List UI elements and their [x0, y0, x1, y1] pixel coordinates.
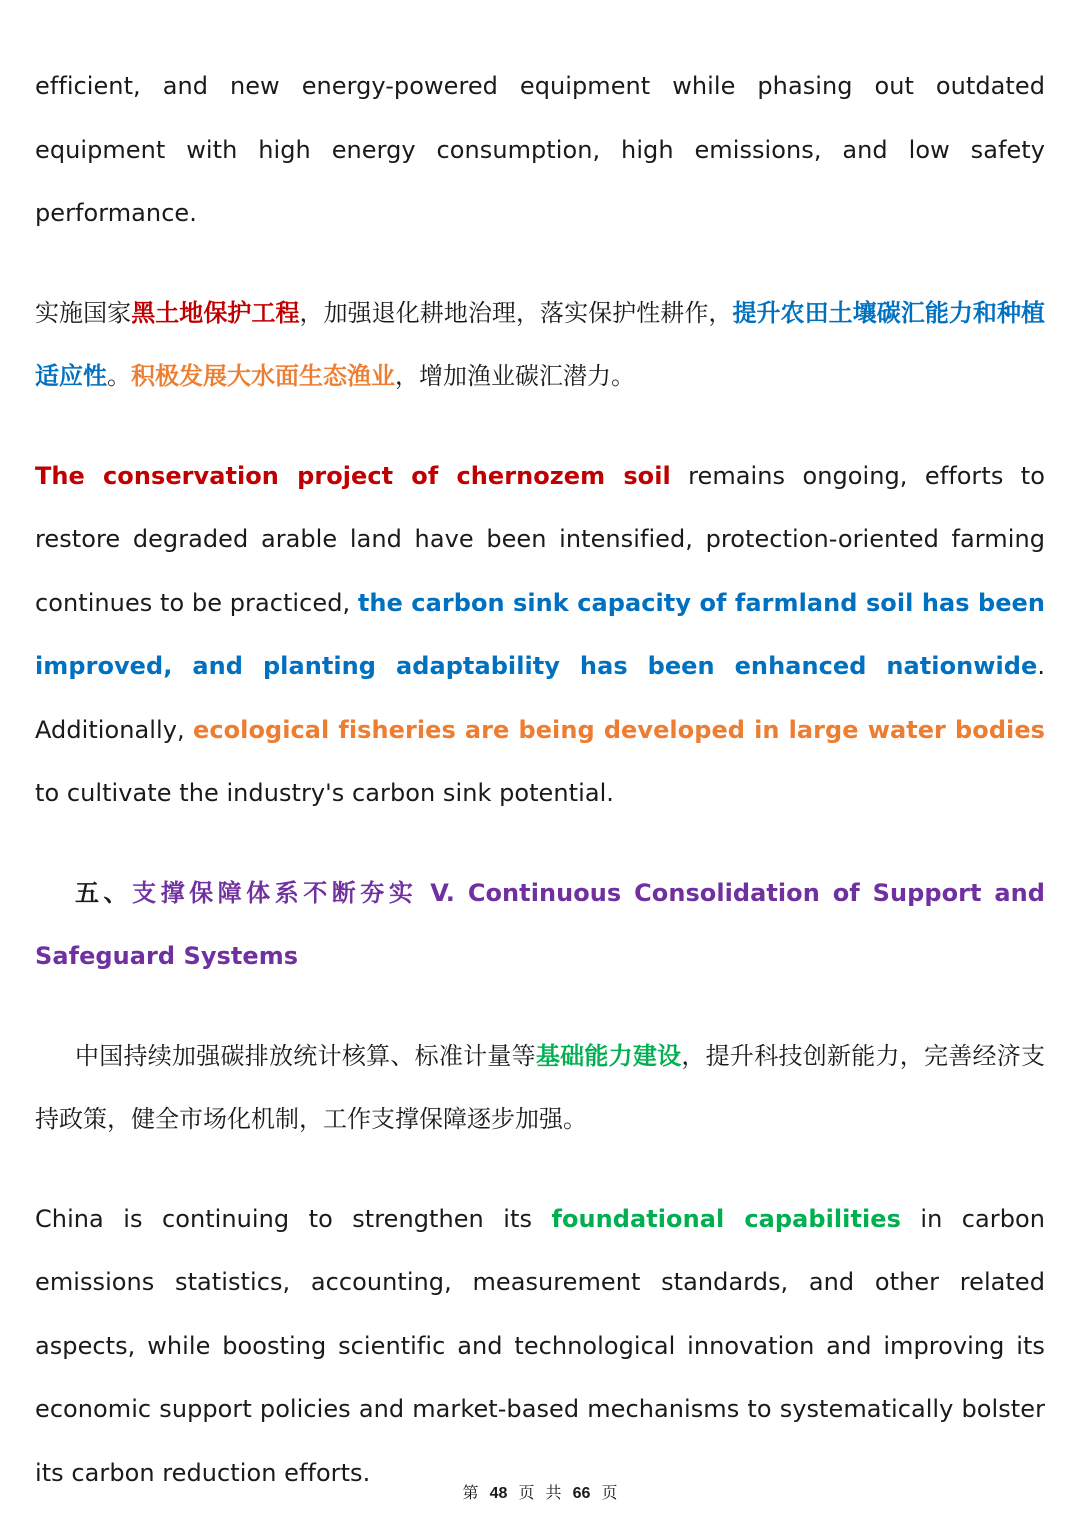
paragraph-farmland-zh [35, 282, 1045, 409]
paragraph-text: efficient, and new energy-powered equipment while phasing out outdated equipment with high energy consumption, high emissions, and low safety performance. [35, 72, 1045, 227]
footer-page-number: 48 [489, 1485, 508, 1502]
heading-title-zh: 支撑保障体系不断夯实 [132, 878, 418, 907]
highlight-chernozem-project: The conservation project of chernozem soil [35, 461, 671, 490]
page-footer [0, 1480, 1080, 1503]
paragraph-gap [35, 409, 1045, 445]
footer-middle: 页 共 [518, 1483, 562, 1502]
paragraph-text: ，增加渔业碳汇潜力。 [395, 362, 635, 390]
paragraph-farmland-en [35, 445, 1045, 826]
paragraph-text: China is continuing to strengthen its [35, 1204, 552, 1233]
paragraph-text: in carbon emissions statistics, accounting, measurement standards, and other related aspects, while boosting scientific and technological innovation and improving its economic support policies and market-based mechanisms to systematically bolster its carbon reduction efforts. [35, 1204, 1045, 1487]
paragraph-gap [35, 826, 1045, 862]
highlight-foundational-capabilities: foundational capabilities [551, 1204, 901, 1233]
highlight-basic-capacity: 基础能力建设 [535, 1041, 682, 1070]
heading-space [417, 879, 430, 907]
heading-title-en: V. Continuous Consolidation of Support and Safeguard Systems [35, 878, 1046, 970]
paragraph-support-en [35, 1188, 1045, 1506]
highlight-soil-carbon-sink: 提升农田土壤碳汇能力和种植适应性 [35, 298, 1046, 390]
highlight-ecological-fisheries: 积极发展大水面生态渔业 [131, 362, 395, 390]
footer-suffix: 页 [601, 1483, 618, 1502]
paragraph-text: 中国持续加强碳排放统计核算、标准计量等 [75, 1041, 536, 1070]
paragraph-text: 实施国家 [35, 298, 132, 327]
paragraph-gap [35, 989, 1045, 1025]
footer-total-pages: 66 [572, 1485, 591, 1502]
heading-number: 五、 [75, 878, 133, 907]
paragraph-support-zh [35, 1025, 1045, 1152]
paragraph-text: remains ongoing, efforts to restore degraded arable land have been intensified, protection-oriented farming continues to be practiced, [35, 461, 1045, 617]
highlight-carbon-sink-capacity: the carbon sink capacity of farmland soil has been improved, and planting adaptability has been enhanced nationwide [35, 588, 1045, 680]
section-heading [35, 862, 1045, 989]
highlight-black-soil-project: 黑土地保护工程 [131, 298, 300, 327]
paragraph-gap [35, 246, 1045, 282]
paragraph-equipment-en [35, 55, 1045, 246]
footer-prefix: 第 [462, 1483, 479, 1502]
paragraph-text: ，提升科技创新能力，完善经济支持政策，健全市场化机制，工作支撑保障逐步加强。 [35, 1041, 1046, 1133]
paragraph-text: ，加强退化耕地治理，落实保护性耕作， [299, 298, 733, 327]
paragraph-gap [35, 1152, 1045, 1188]
highlight-ecological-fisheries-en: ecological fisheries are being developed in large water bodies [193, 715, 1045, 744]
paragraph-text: . Additionally, [35, 652, 1045, 744]
paragraph-text: to cultivate the industry's carbon sink potential. [35, 779, 614, 807]
document-page [35, 55, 1045, 1505]
paragraph-text: 。 [107, 362, 131, 390]
